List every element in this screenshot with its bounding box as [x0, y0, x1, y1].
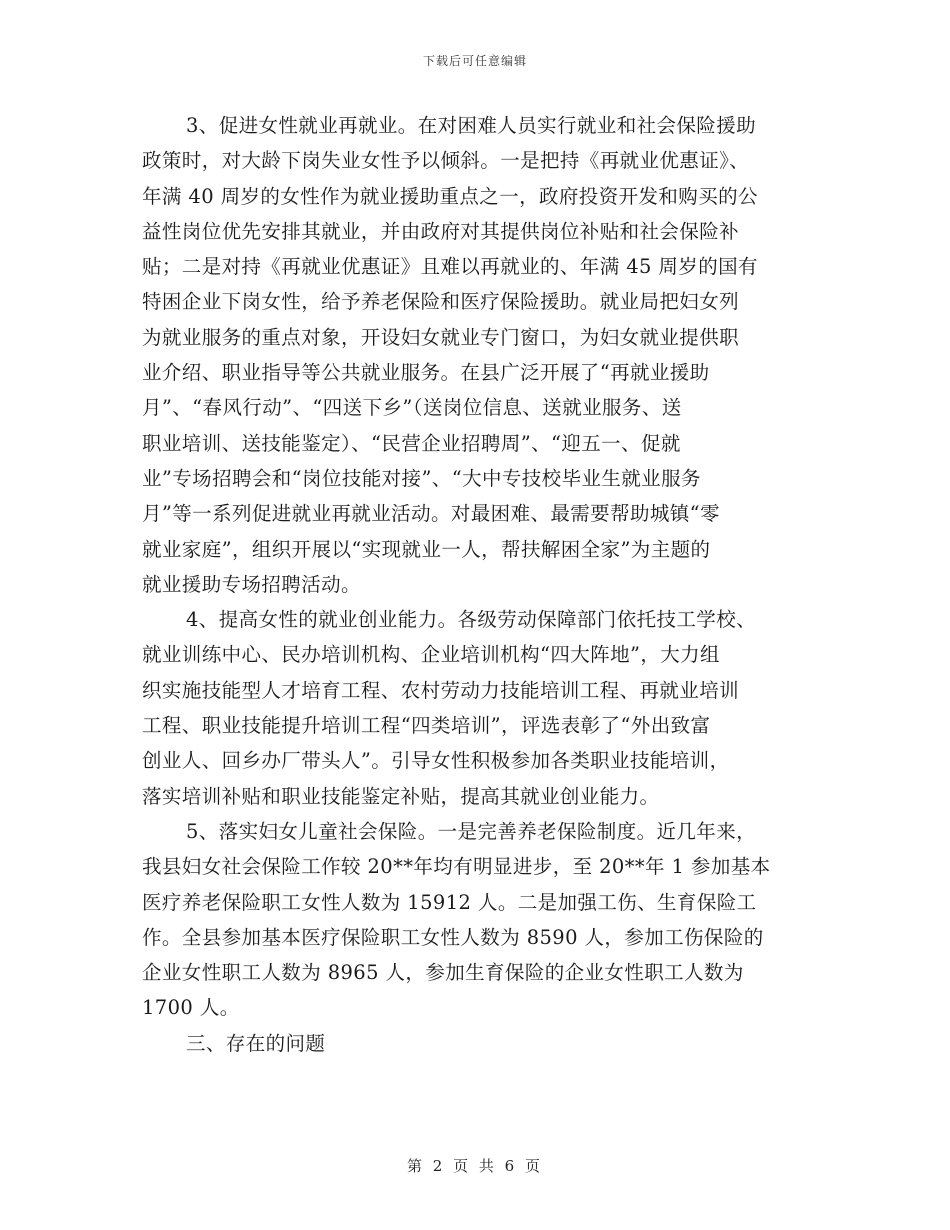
- page-number-footer: 第 2 页 共 6 页: [407, 1157, 543, 1175]
- page-header-note: 下载后可任意编辑: [422, 54, 527, 68]
- paragraph-line: 就业训练中心、民办培训机构、企业培训机构“四大阵地”，大力组: [142, 643, 720, 667]
- paragraph-line: 我县妇女社会保险工作较 20**年均有明显进步，至 20**年 1 参加基本: [142, 855, 771, 879]
- paragraph-line: 5、落实妇女儿童社会保险。一是完善养老保险制度。近几年来，: [186, 819, 757, 843]
- paragraph-line: 4、提高女性的就业创业能力。各级劳动保障部门依托技工学校、: [186, 608, 757, 632]
- paragraph-line: 企业女性职工人数为 8965 人，参加生育保险的企业女性职工人数为: [142, 961, 744, 985]
- paragraph-line: 织实施技能型人才培育工程、农村劳动力技能培训工程、再就业培训: [142, 678, 740, 702]
- document-body: [142, 108, 802, 1061]
- paragraph-line: 月”等一系列促进就业再就业活动。对最困难、最需要帮助城镇“零: [142, 502, 720, 526]
- paragraph-line: 年满 40 周岁的女性作为就业援助重点之一，政府投资开发和购买的公: [142, 184, 758, 208]
- paragraph-line: 月”、“春风行动”、“四送下乡”（送岗位信息、送就业服务、送: [142, 396, 682, 420]
- paragraph-line: 3、促进女性就业再就业。在对困难人员实行就业和社会保险援助: [186, 114, 757, 137]
- paragraph-line: 作。全县参加基本医疗保险职工女性人数为 8590 人，参加工伤保险的: [142, 925, 764, 949]
- paragraph-line: 业”专场招聘会和“岗位技能对接”、“大中专技校毕业生就业服务: [142, 466, 701, 490]
- paragraph-line: 落实培训补贴和职业技能鉴定补贴，提高其就业创业能力。: [142, 784, 660, 808]
- paragraph-line: 益性岗位优先安排其就业，并由政府对其提供岗位补贴和社会保险补: [142, 219, 740, 243]
- paragraph-line: 就业家庭”，组织开展以“实现就业一人，帮扶解困全家”为主题的: [142, 537, 711, 561]
- paragraph-line: 特困企业下岗女性，给予养老保险和医疗保险援助。就业局把妇女列: [142, 290, 740, 314]
- paragraph-line: 工程、职业技能提升培训工程“四类培训”，评选表彰了“外出致富: [142, 714, 711, 738]
- paragraph-line: 医疗养老保险职工女性人数为 15912 人。二是加强工伤、生育保险工: [142, 890, 757, 914]
- section-heading: 三、存在的问题: [186, 1031, 326, 1055]
- paragraph-line: 政策时，对大龄下岗失业女性予以倾斜。一是把持《再就业优惠证》、: [142, 149, 750, 173]
- paragraph-line: 为就业服务的重点对象，开设妇女就业专门窗口，为妇女就业提供职: [142, 325, 740, 349]
- paragraph-line: 就业援助专场招聘活动。: [142, 572, 361, 596]
- paragraph-line: 职业培训、送技能鉴定）、“民营企业招聘周”、“迎五一、促就: [142, 431, 681, 455]
- paragraph-line: 贴；二是对持《再就业优惠证》且难以再就业的、年满 45 周岁的国有: [142, 255, 758, 279]
- paragraph-line: 1700 人。: [142, 996, 240, 1020]
- paragraph-line: 业介绍、职业指导等公共就业服务。在县广泛开展了“再就业援助: [142, 361, 710, 385]
- paragraph-line: 创业人、回乡办厂带头人”。引导女性积极参加各类职业技能培训，: [142, 749, 730, 773]
